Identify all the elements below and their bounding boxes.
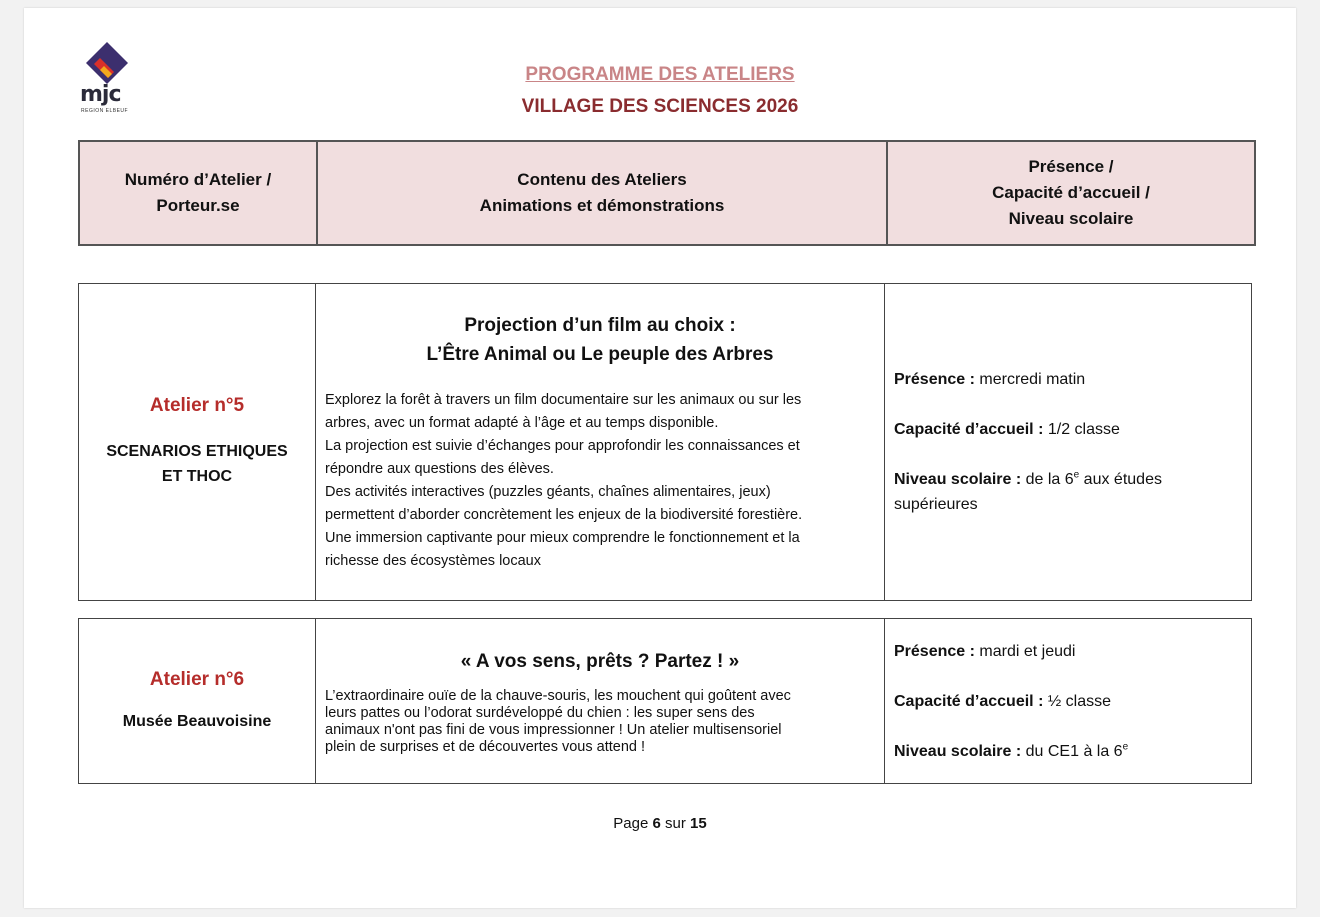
desc-line: Des activités interactives (puzzles géants, chaînes alimentaires, jeux) (325, 484, 771, 500)
presence-label: Présence : (894, 642, 975, 660)
desc-line: La projection est suivie d’échanges pour approfondir les connaissances et (325, 438, 800, 454)
header-presence-cell (887, 141, 1255, 245)
desc-line: richesse des écosystèmes locaux (325, 553, 541, 569)
atelier-title (317, 647, 883, 676)
level-value: du CE1 à la 6 (1025, 742, 1123, 760)
atelier-info (886, 367, 1250, 517)
logo-text: mjc (80, 82, 121, 107)
header-atelier-cell (79, 141, 317, 245)
header-col1-line1: Numéro d’Atelier / (124, 170, 272, 189)
presence-line (894, 639, 1242, 664)
title-line: « A vos sens, prêts ? Partez ! » (460, 650, 740, 672)
atelier-row (78, 618, 1252, 784)
desc-line: leurs pattes ou l’odorat surdéveloppé du chien : les super sens des (325, 704, 755, 721)
atelier-description (325, 688, 875, 756)
atelier-row (78, 283, 1252, 601)
desc-line: L’extraordinaire ouïe de la chauve-souris, les mouchent qui goûtent avec (325, 687, 791, 704)
atelier-number: Atelier n°5 (149, 395, 245, 416)
presence-value: mardi et jeudi (979, 642, 1076, 660)
level-value-line2: supérieures (894, 496, 978, 513)
capacity-line (894, 417, 1242, 442)
page-sur: sur (665, 815, 686, 832)
atelier-info-cell (885, 284, 1252, 601)
presence-line (894, 367, 1242, 392)
level-line (894, 739, 1242, 764)
page-footer (24, 815, 1296, 832)
atelier-porteur (80, 709, 314, 734)
capacity-label: Capacité d’accueil : (894, 692, 1044, 710)
desc-line: plein de surprises et de découvertes vous attend ! (325, 738, 645, 755)
desc-line: arbres, avec un format adapté à l’âge et au temps disponible. (325, 415, 719, 431)
presence-value: mercredi matin (979, 371, 1086, 388)
village-title: VILLAGE DES SCIENCES 2026 (521, 96, 799, 117)
level-value: de la 6 (1025, 471, 1074, 488)
level-sup: e (1122, 741, 1129, 753)
capacity-line (894, 689, 1242, 714)
atelier-id-cell (79, 619, 316, 784)
atelier-content-cell (316, 619, 885, 784)
atelier-porteur (80, 439, 314, 489)
atelier-info-cell (885, 619, 1252, 784)
header-table (78, 140, 1256, 246)
level-label: Niveau scolaire : (894, 742, 1022, 760)
porteur-line: ET THOC (161, 468, 233, 485)
capacity-label: Capacité d’accueil : (894, 421, 1044, 438)
header-col3-line2: Capacité d’accueil / (992, 183, 1150, 202)
header-col3-line3: Niveau scolaire (1008, 209, 1134, 228)
porteur-line: Musée Beauvoisine (122, 712, 272, 730)
page-label: Page (613, 815, 649, 832)
atelier-id-cell (79, 284, 316, 601)
page-total: 15 (690, 815, 707, 832)
logo-subtext: REGION ELBEUF (81, 108, 129, 114)
capacity-value: ½ classe (1047, 692, 1111, 710)
header-col3-line1: Présence / (1028, 157, 1114, 176)
atelier-info (886, 639, 1250, 764)
header-col2-line2: Animations et démonstrations (479, 196, 725, 215)
header-col1-line2: Porteur.se (156, 196, 240, 215)
programme-title: PROGRAMME DES ATELIERS (525, 64, 795, 85)
desc-line: animaux n'ont pas fini de vous impressionner ! Un atelier multisensoriel (325, 721, 782, 738)
page-number: 6 (652, 815, 661, 832)
document-page (24, 8, 1296, 908)
atelier-content-cell (316, 284, 885, 601)
header-col2-line1: Contenu des Ateliers (517, 170, 687, 189)
atelier-number: Atelier n°6 (149, 668, 245, 690)
desc-line: permettent d’aborder concrètement les enjeux de la biodiversité forestière. (325, 507, 803, 523)
presence-label: Présence : (894, 371, 975, 388)
desc-line: Une immersion captivante pour mieux comprendre le fonctionnement et la (325, 530, 800, 546)
title-line: L’Être Animal ou Le peuple des Arbres (426, 344, 774, 365)
level-label: Niveau scolaire : (894, 471, 1022, 488)
atelier-title (317, 311, 883, 369)
level-line (894, 467, 1242, 517)
porteur-line: SCENARIOS ETHIQUES (106, 443, 288, 460)
level-value-post: aux études (1079, 471, 1162, 488)
capacity-value: 1/2 classe (1047, 421, 1120, 438)
atelier-description (325, 389, 875, 573)
desc-line: répondre aux questions des élèves. (325, 461, 554, 477)
desc-line: Explorez la forêt à travers un film documentaire sur les animaux ou sur les (325, 392, 802, 408)
level-sup: e (1073, 469, 1080, 481)
header-content-cell (317, 141, 887, 245)
title-line: Projection d’un film au choix : (464, 315, 736, 336)
